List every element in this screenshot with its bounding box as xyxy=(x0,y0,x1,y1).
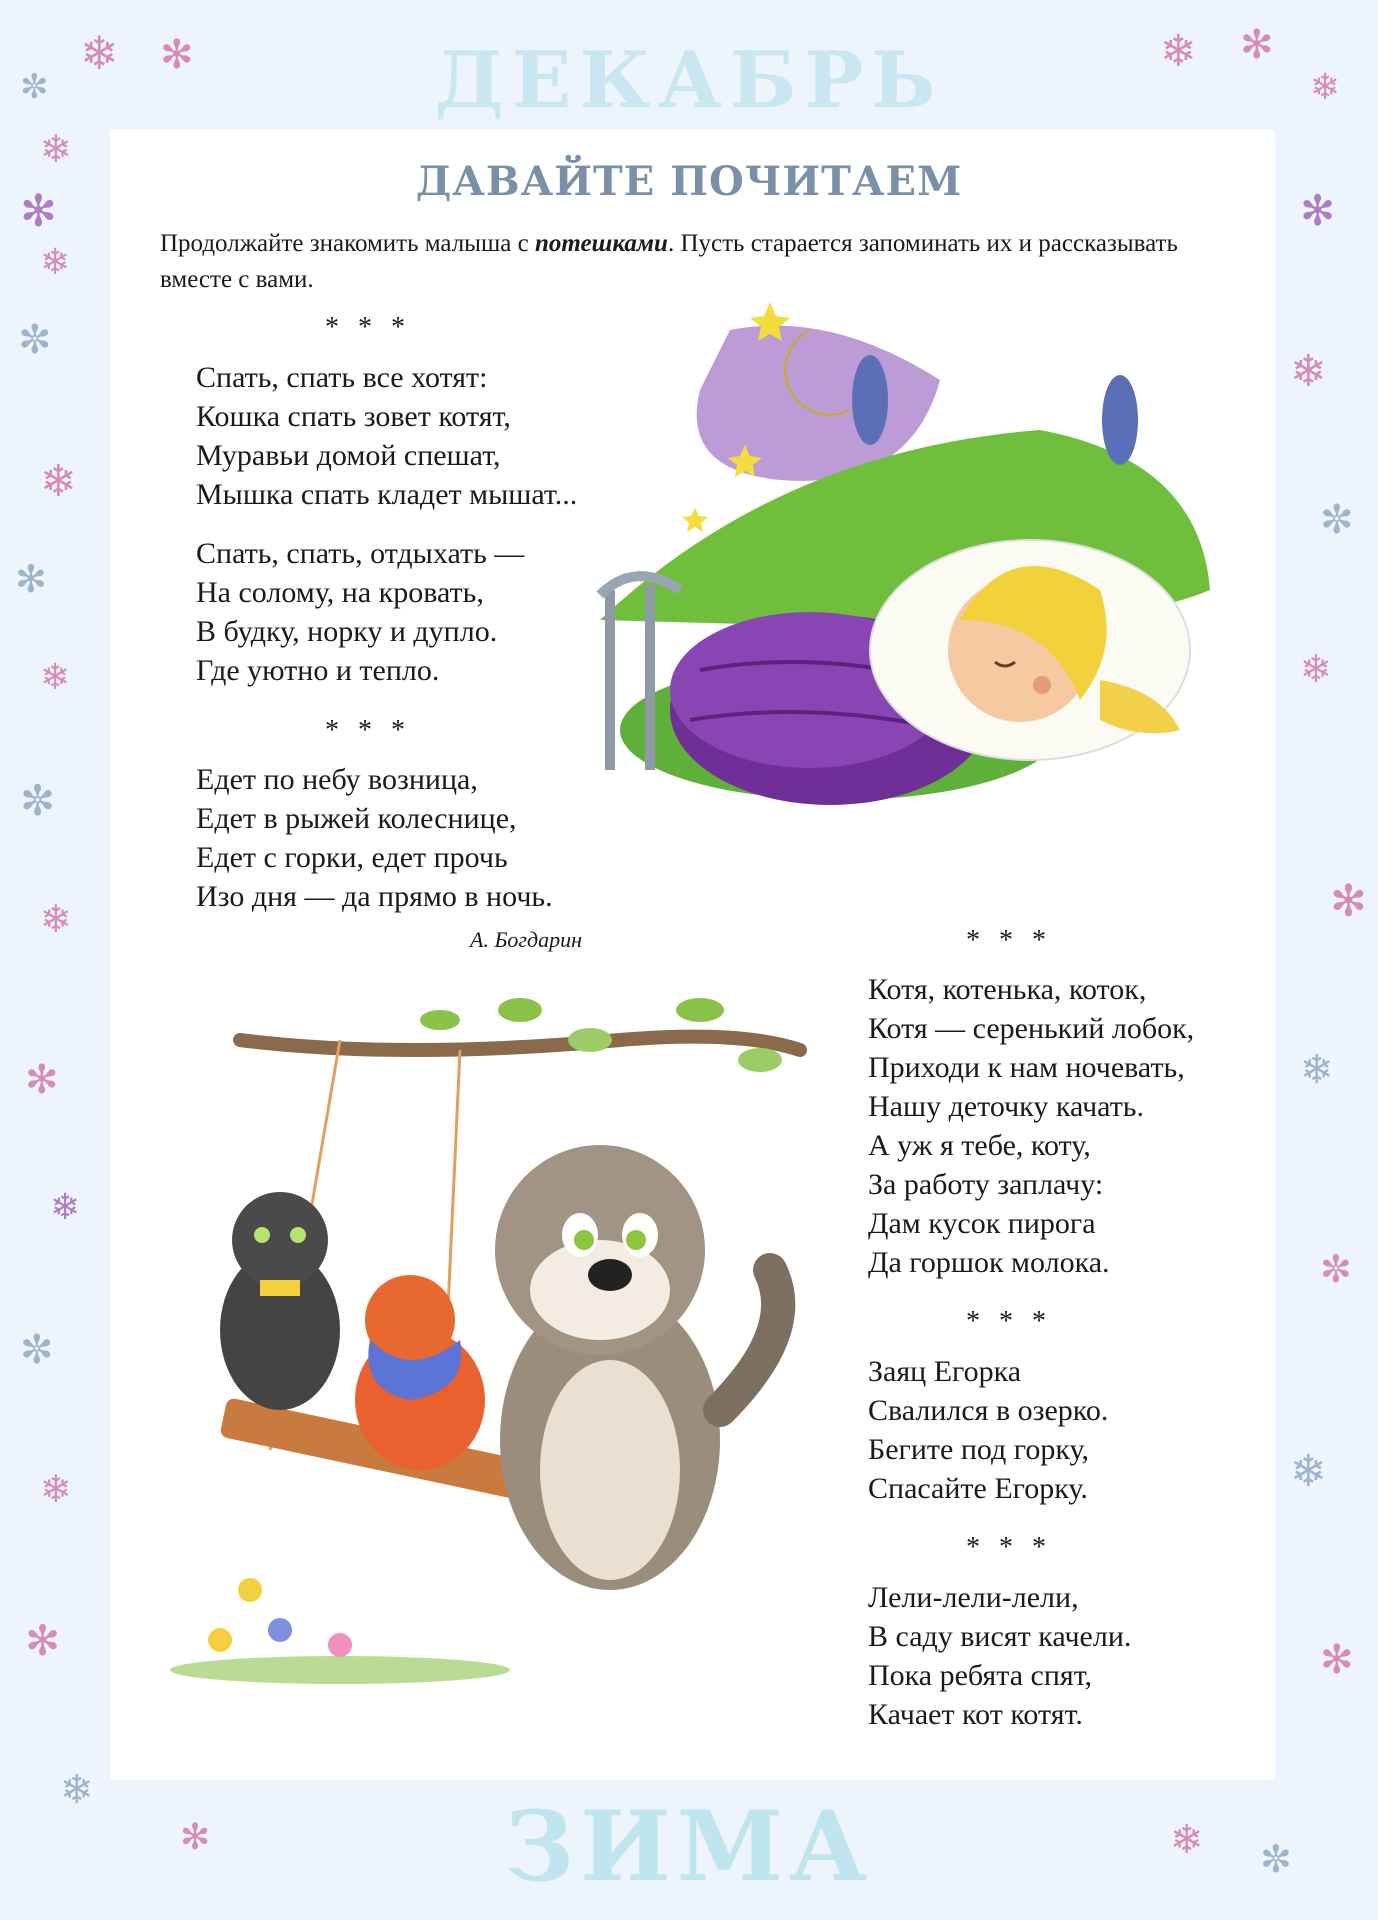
snowflake-icon: ✼ xyxy=(1320,497,1354,543)
snowflake-icon: ✼ xyxy=(20,1327,54,1373)
snowflake-icon: ✼ xyxy=(20,776,56,825)
intro-emphasis: потешками xyxy=(534,230,668,257)
intro-text: . Пусть старается запоминать их и рассказывать вместе с вами. xyxy=(160,230,1178,293)
snowflake-icon: ❄ xyxy=(1170,1817,1204,1863)
poem-line: Качает кот котят. xyxy=(868,1698,1083,1731)
stanza-separator: * * * xyxy=(966,925,1052,956)
poem-line: Спать, спать все хотят: xyxy=(196,361,488,394)
poem-3 xyxy=(868,970,1194,1282)
snowflake-icon: ✻ xyxy=(180,1817,211,1858)
poem-line: Мышка спать кладет мышат... xyxy=(196,478,578,511)
snowflake-icon: ❄ xyxy=(40,1467,72,1511)
snowflake-icon: ❄ xyxy=(1300,647,1332,691)
poem-line: Изо дня — да прямо в ночь. xyxy=(196,880,553,913)
snowflake-icon: ✻ xyxy=(1330,876,1367,927)
poem-line: Нашу деточку качать. xyxy=(868,1090,1144,1123)
stanza-separator: * * * xyxy=(966,1306,1052,1337)
snowflake-icon: ✻ xyxy=(25,1057,59,1103)
snowflake-icon: ❄ xyxy=(80,26,119,80)
snowflake-icon: ✻ xyxy=(15,557,47,601)
snowflake-icon: ✼ xyxy=(20,67,49,107)
poem-line: Котя — серенький лобок, xyxy=(868,1012,1195,1045)
snowflake-icon: ❄ xyxy=(1290,1446,1327,1497)
snowflake-icon: ✻ xyxy=(25,1616,61,1665)
snowflake-icon: ✼ xyxy=(1320,1247,1352,1291)
stanza-separator: * * * xyxy=(966,1532,1052,1563)
poem-line: Где уютно и тепло. xyxy=(196,654,440,687)
poem-line: Кошка спать зовет котят, xyxy=(196,400,511,433)
snowflake-icon: ❄ xyxy=(40,897,72,941)
snowflake-icon: ❄ xyxy=(40,657,71,698)
snowflake-icon: ❄ xyxy=(1310,67,1341,108)
poem-line: За работу заплачу: xyxy=(868,1168,1104,1201)
poem-line: Пока ребята спят, xyxy=(868,1659,1093,1692)
page-heading: ДАВАЙТЕ ПОЧИТАЕМ xyxy=(415,158,963,205)
season-title: ЗИМА xyxy=(504,1790,874,1903)
snowflake-icon: ❄ xyxy=(1300,1047,1334,1093)
snowflake-icon: ✼ xyxy=(1260,1837,1292,1881)
snowflake-icon: ✻ xyxy=(1240,22,1274,68)
snowflake-icon: ❄ xyxy=(40,456,77,507)
poem-line: Приходи к нам ночевать, xyxy=(868,1051,1185,1084)
poem-line: Дам кусок пирога xyxy=(868,1207,1096,1240)
snowflake-icon: ✻ xyxy=(1320,1637,1354,1683)
snowflake-icon: ✻ xyxy=(20,186,57,237)
poem-line: Свалился в озерко. xyxy=(868,1394,1109,1427)
cats-on-swing-illustration xyxy=(140,990,840,1690)
poem-line: Спать, спать, отдыхать — xyxy=(196,537,525,570)
poem-line: Бегите под горку, xyxy=(868,1433,1089,1466)
poem-author: А. Богдарин xyxy=(470,927,583,952)
poem-line: Едет по небу возница, xyxy=(196,763,478,796)
intro-paragraph xyxy=(160,226,1255,298)
stanza-separator: * * * xyxy=(325,715,411,746)
poem-line: В будку, норку и дупло. xyxy=(196,615,498,648)
snowflake-icon: ❄ xyxy=(60,1767,94,1813)
poem-5 xyxy=(868,1578,1131,1734)
month-title: ДЕКАБРЬ xyxy=(434,35,944,126)
snowflake-icon: ❄ xyxy=(1160,26,1197,77)
poem-1 xyxy=(196,358,577,690)
snowflake-icon: ❄ xyxy=(40,242,71,283)
poem-line: В саду висят качели. xyxy=(868,1620,1132,1653)
intro-text: Продолжайте знакомить малыша с xyxy=(160,230,535,257)
snowflake-icon: ❄ xyxy=(1290,346,1327,397)
snowflake-icon: ✼ xyxy=(18,317,52,363)
poem-line: Едет с горки, едет прочь xyxy=(196,841,508,874)
poem-line: Да горшок молока. xyxy=(868,1246,1110,1279)
poem-line: Муравьи домой спешат, xyxy=(196,439,501,472)
poem-line: Заяц Егорка xyxy=(868,1355,1022,1388)
poem-line: Котя, котенька, коток, xyxy=(868,973,1147,1006)
poem-4 xyxy=(868,1352,1108,1508)
snowflake-icon: ❄ xyxy=(40,127,72,171)
poem-2 xyxy=(196,760,553,916)
snowflake-icon: ✻ xyxy=(1300,186,1336,235)
poem-line: А уж я тебе, коту, xyxy=(868,1129,1091,1162)
poem-line: Спасайте Егорку. xyxy=(868,1472,1088,1505)
stanza-separator: * * * xyxy=(325,312,411,343)
poem-line: Лели-лели-лели, xyxy=(868,1581,1079,1614)
snowflake-icon: ✻ xyxy=(160,32,194,78)
poem-line: Едет в рыжей колеснице, xyxy=(196,802,517,835)
poem-line: На солому, на кровать, xyxy=(196,576,484,609)
snowflake-icon: ❄ xyxy=(50,1187,81,1228)
sleeping-child-illustration xyxy=(580,290,1220,850)
